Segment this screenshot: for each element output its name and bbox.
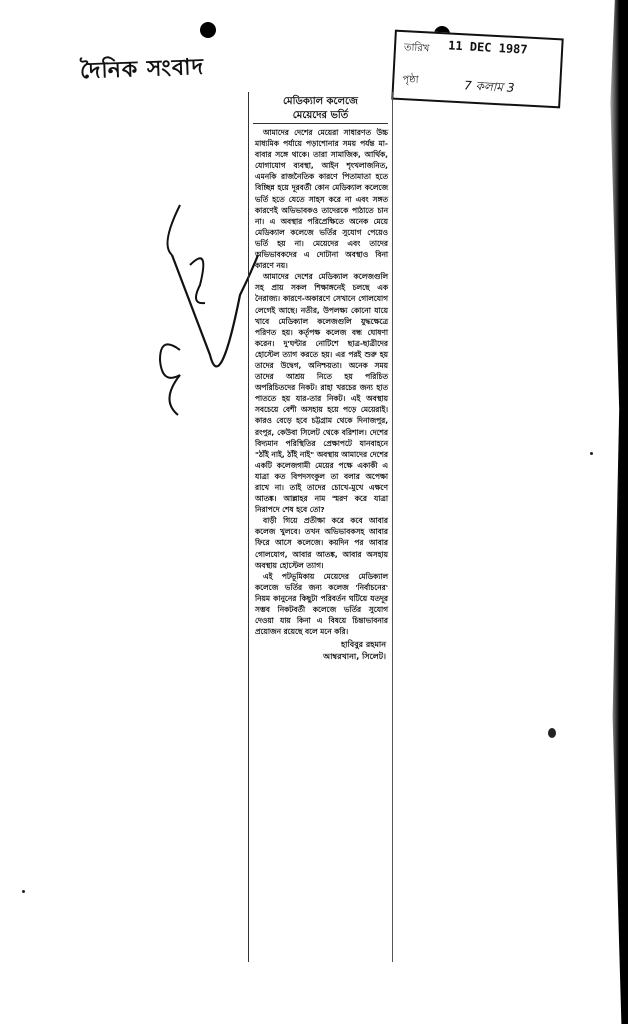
article-paragraph-1: আমাদের দেশের মেয়েরা সাধারণত উচ্চ মাধ্যমিক পর্যায়ে পড়াশোনার সময় পর্যন্ত মা-বাবার সঙ্গে থাকে। তারা সামাজিক, আর্থিক, যোগাযোগ ব্যবস্থা, আইন শৃংখলাজনিত, এমনকি রাজনৈতিক কারণে পিতামাতা হতে বিচ্ছিন্ন হয়ে দূরবর্তী কোন মেডিক্যাল কলেজে ভর্তি হতে যেতে সাহস করে না এবং সঙ্গত কারণেই অভিভাবকও তাদেরকে পাঠাতে চান না। এ অবস্থার পরিপ্রেক্ষিতে অনেক মেয়ে মেডিক্যাল কলেজে ভর্তির সুযোগ পেয়েও ভর্তি হয় না। মেয়েদের এবং তাদের অভিভাবকদের এ দোটানা অবস্থাও বিনা কারণে নয়। (255, 128, 388, 271)
stamp-page-value: 7 কলাম 3 (463, 78, 515, 95)
headline-line-1: মেডিক্যাল কলেজে (283, 96, 358, 107)
stamp-page-label: পৃষ্ঠা (402, 74, 419, 86)
newspaper-name: দৈনিক সংবাদ (79, 53, 205, 85)
punch-hole-left (200, 22, 216, 38)
headline-line-2: মেয়েদের ভর্তি (292, 110, 349, 121)
article-signature (249, 639, 392, 663)
article-paragraph-2: আমাদের দেশের মেডিক্যাল কলেজগুলি সহ প্রায় সকল শিক্ষাঙ্গনেই চলছে এক নৈরাজ্য। কারণে-অকারণে সেখানে গোলযোগ লেগেই আছে। নতীর, উপলক্ষ্য কোনো যায়ে খাবে মেডিক্যাল কলেজগুলি যুদ্ধক্ষেত্রে পরিণত হয়। কর্তৃপক্ষ কলেজ বন্ধ ঘোষণা করেন। দু'ঘন্টার নোটিশে ছাত্র-ছাত্রীদের হোস্টেল ত্যাগ করতে হয়। এর পরই শুরু হয় তাদের উদ্বেগ, অনিশ্চয়তা। অনেক সময় তাদের আশ্রয় নিতে হয় পরিচিত অপরিচিতদের নিকট। রাহা খরচের জন্য হাত পাততে হয় যার-তার নিকট। এই অবস্থায় সবচেয়ে বেশী অসহায় হয়ে পড়ে মেয়েরাই। কারও বেড়ে হবে চট্টগ্রাম থেকে দিনাজপুর, রংপুর, কেউবা সিলেট থেকে বরিশাল। দেশের বিদ্যমান পরিস্থিতির প্রেক্ষাপটে যানবাহনে "ঠাঁই নাই, ঠাঁই নাই" অবস্থায় আমাদের দেশের একটি কলেজগামী মেয়ের পক্ষে একাকী এ যাত্রা কত বিপদসংকুল তা বলার অপেক্ষা রাখে না। তাই তাদের চোখে-মুখে এক্ষণে আতঙ্ক। আল্লাহর নাম স্মরণ করে যাত্রা নিরাপদে শেষ হবে তো? (255, 272, 388, 515)
author-location: আম্বরখানা, সিলেট। (323, 652, 386, 662)
stamp-date-label: তারিখ (403, 42, 430, 55)
author-name: হাবিবুর রহমান (340, 640, 386, 650)
article-headline (253, 92, 388, 124)
scan-speck (548, 728, 556, 738)
stamp-date-value: 11 DEC 1987 (447, 38, 528, 57)
scan-speck (22, 890, 25, 893)
scan-edge-shadow (606, 0, 628, 1024)
handwritten-number (150, 185, 260, 439)
article-body (249, 124, 392, 637)
date-stamp (391, 30, 563, 109)
newspaper-clipping (248, 92, 393, 962)
article-paragraph-3: বাড়ী গিয়ে প্রতীক্ষা করে কবে আবার কলেজ খুলবে। তখন অভিভাবকসহ আবার ফিরে আসে কলেজে। কয়দিন পর আবার গোলযোগ, আবার আতঙ্ক, আবার অসহায় অবস্থায় হোস্টেল ত্যাগ। (255, 516, 388, 570)
handwritten-number-drawing (150, 185, 260, 435)
scan-speck (590, 452, 593, 455)
article-paragraph-4: এই পটভূমিকায় মেয়েদের মেডিক্যাল কলেজে ভর্তির জন্য কলেজ 'নির্বাচনের' নিয়ম কানুনের কিছুটা পরিবর্তন ঘটিয়ে যতদূর সম্ভব নিকটবর্তী কলেজে ভর্তির সুযোগ দেওয়া যায় কিনা এ বিষয়ে চিন্তাভাবনার প্রয়োজন রয়েছে বলে মনে করি। (255, 571, 388, 637)
